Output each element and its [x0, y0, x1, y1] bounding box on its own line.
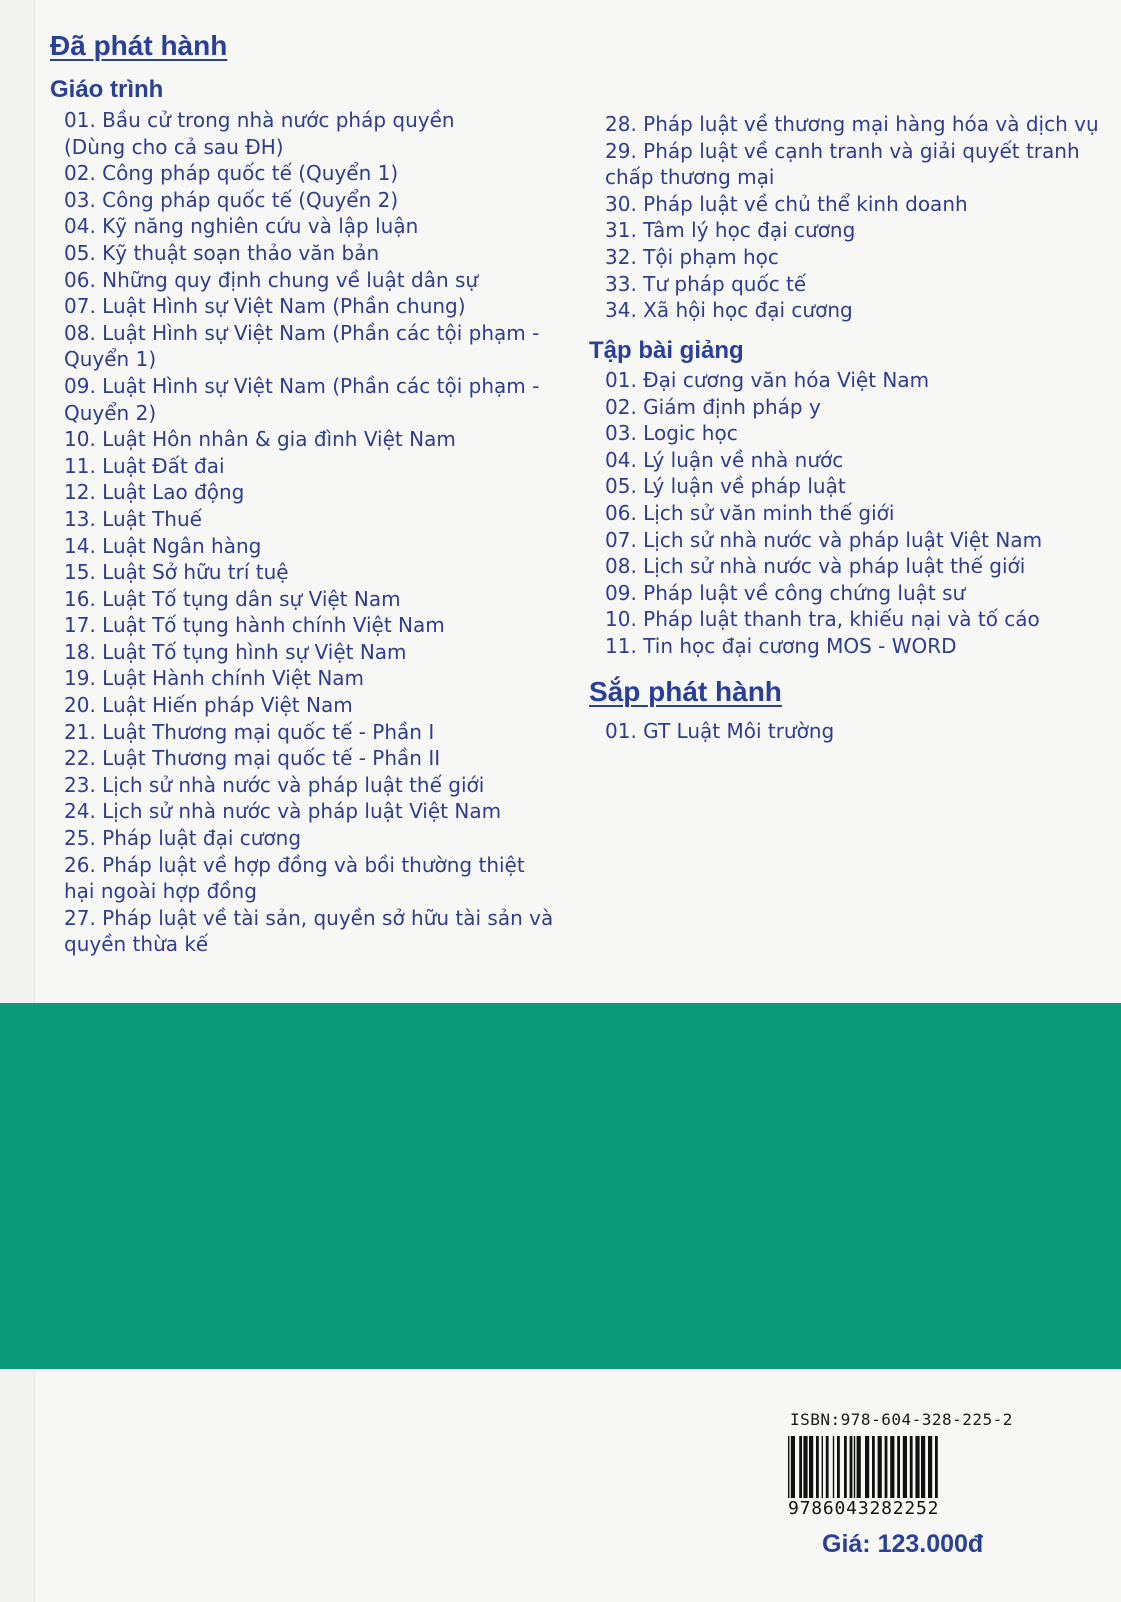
barcode-bar — [850, 1436, 853, 1498]
list-item: 22. Luật Thương mại quốc tế - Phần II — [64, 746, 441, 771]
list-item: 31. Tâm lý học đại cương — [605, 218, 856, 243]
list-item: 06. Những quy định chung về luật dân sự — [64, 267, 479, 292]
barcode-bar — [928, 1436, 932, 1498]
barcode-bar — [857, 1436, 861, 1498]
list-item: 03. Logic học — [605, 421, 738, 446]
subsection-title-lectures: Tập bài giảng — [589, 337, 744, 364]
list-item: 32. Tội phạm học — [605, 244, 779, 269]
barcode-digits: 9786043282252 — [788, 1498, 940, 1519]
list-item: 01. GT Luật Môi trường — [605, 719, 835, 743]
barcode-bar — [910, 1436, 913, 1498]
barcode-bar — [903, 1436, 907, 1498]
barcode-bar — [878, 1436, 882, 1498]
list-item: 08. Lịch sử nhà nước và pháp luật thế giới — [605, 554, 1026, 579]
barcode-bar — [837, 1436, 840, 1498]
section-title-upcoming: Sắp phát hành — [589, 676, 782, 707]
list-item: 24. Lịch sử nhà nước và pháp luật Việt Nam — [64, 799, 502, 824]
list-item: 05. Kỹ thuật soạn thảo văn bản — [64, 240, 380, 265]
list-item: 10. Luật Hôn nhân & gia đình Việt Nam — [64, 427, 456, 452]
barcode-bar — [915, 1436, 919, 1498]
list-item: 18. Luật Tố tụng hình sự Việt Nam — [64, 639, 407, 664]
price-label: Giá: 123.000đ — [822, 1530, 984, 1558]
list-item: Quyển 2) — [64, 400, 157, 425]
textbook-list — [64, 107, 553, 958]
barcode-bar — [885, 1436, 888, 1498]
list-item: 19. Luật Hành chính Việt Nam — [64, 666, 365, 691]
list-item: hại ngoài hợp đồng — [64, 879, 257, 904]
list-item: 11. Luật Đất đai — [64, 453, 225, 478]
list-item: 29. Pháp luật về cạnh tranh và giải quyết tranh — [605, 138, 1080, 163]
barcode-bar — [890, 1436, 894, 1498]
list-item: 08. Luật Hình sự Việt Nam (Phần các tội phạm - — [64, 320, 540, 345]
list-item: quyền thừa kế — [64, 932, 209, 957]
barcode-bar — [872, 1436, 875, 1498]
list-item: 25. Pháp luật đại cương — [64, 826, 302, 851]
list-item: 05. Lý luận về pháp luật — [605, 474, 846, 499]
list-item: 03. Công pháp quốc tế (Quyển 2) — [64, 187, 399, 212]
barcode-bar — [788, 1436, 789, 1498]
barcode-bar — [791, 1436, 795, 1498]
list-item: 04. Kỹ năng nghiên cứu và lập luận — [64, 214, 419, 239]
list-item: 28. Pháp luật về thương mại hàng hóa và dịch vụ — [605, 112, 1099, 136]
section-title-published: Đã phát hành — [50, 30, 228, 61]
list-item: 15. Luật Sở hữu trí tuệ — [64, 560, 289, 585]
list-item: 33. Tư pháp quốc tế — [605, 271, 807, 296]
list-item: 34. Xã hội học đại cương — [605, 298, 853, 323]
list-item: 30. Pháp luật về chủ thể kinh doanh — [605, 191, 968, 216]
isbn-label: ISBN:978-604-328-225-2 — [790, 1410, 1013, 1429]
list-item: 13. Luật Thuế — [64, 506, 202, 531]
list-item: 09. Pháp luật về công chứng luật sư — [605, 580, 966, 605]
list-item: 11. Tin học đại cương MOS - WORD — [605, 633, 957, 658]
list-item: 01. Đại cương văn hóa Việt Nam — [605, 368, 930, 392]
list-item: chấp thương mại — [605, 165, 775, 190]
list-item: 14. Luật Ngân hàng — [64, 533, 262, 558]
barcode-bar — [921, 1436, 925, 1498]
barcode-bar — [833, 1436, 834, 1498]
list-item: 09. Luật Hình sự Việt Nam (Phần các tội phạm - — [64, 373, 540, 398]
list-item: 01. Bầu cử trong nhà nước pháp quyền — [64, 108, 455, 132]
barcode — [786, 1436, 1064, 1498]
list-item: (Dùng cho cả sau ĐH) — [64, 134, 284, 159]
list-item: 21. Luật Thương mại quốc tế - Phần I — [64, 719, 435, 744]
list-item: Quyển 1) — [64, 347, 157, 372]
barcode-bar — [935, 1436, 938, 1498]
subsection-title-textbooks: Giáo trình — [50, 76, 164, 103]
barcode-bar — [809, 1436, 813, 1498]
list-item: 16. Luật Tố tụng dân sự Việt Nam — [64, 586, 401, 611]
list-item: 20. Luật Hiến pháp Việt Nam — [64, 693, 353, 718]
list-item: 07. Luật Hình sự Việt Nam (Phần chung) — [64, 294, 466, 319]
barcode-bar — [822, 1436, 823, 1498]
barcode-bar — [803, 1436, 807, 1498]
list-item: 23. Lịch sử nhà nước và pháp luật thế giới — [64, 772, 485, 797]
upcoming-list — [605, 718, 834, 745]
list-item: 02. Công pháp quốc tế (Quyển 1) — [64, 161, 399, 186]
lecture-list — [605, 367, 1042, 660]
list-item: 10. Pháp luật thanh tra, khiếu nại và tố cáo — [605, 607, 1040, 632]
list-item: 17. Luật Tố tụng hành chính Việt Nam — [64, 613, 445, 638]
list-item: 06. Lịch sử văn minh thế giới — [605, 500, 895, 525]
list-item: 27. Pháp luật về tài sản, quyền sở hữu tài sản và — [64, 905, 554, 930]
barcode-bar — [799, 1436, 802, 1498]
list-item: 12. Luật Lao động — [64, 480, 245, 505]
barcode-bar — [844, 1436, 847, 1498]
barcode-bar — [865, 1436, 869, 1498]
green-band — [0, 1003, 1121, 1369]
list-item: 26. Pháp luật về hợp đồng và bồi thường thiệt — [64, 852, 525, 877]
barcode-bar — [816, 1436, 819, 1498]
textbook-list-continued — [605, 111, 1099, 324]
list-item: 04. Lý luận về nhà nước — [605, 447, 844, 472]
list-item: 02. Giám định pháp y — [605, 394, 821, 419]
barcode-bar — [897, 1436, 900, 1498]
barcode-bar — [826, 1436, 829, 1498]
barcode-bar — [854, 1436, 855, 1498]
list-item: 07. Lịch sử nhà nước và pháp luật Việt Nam — [605, 527, 1043, 552]
